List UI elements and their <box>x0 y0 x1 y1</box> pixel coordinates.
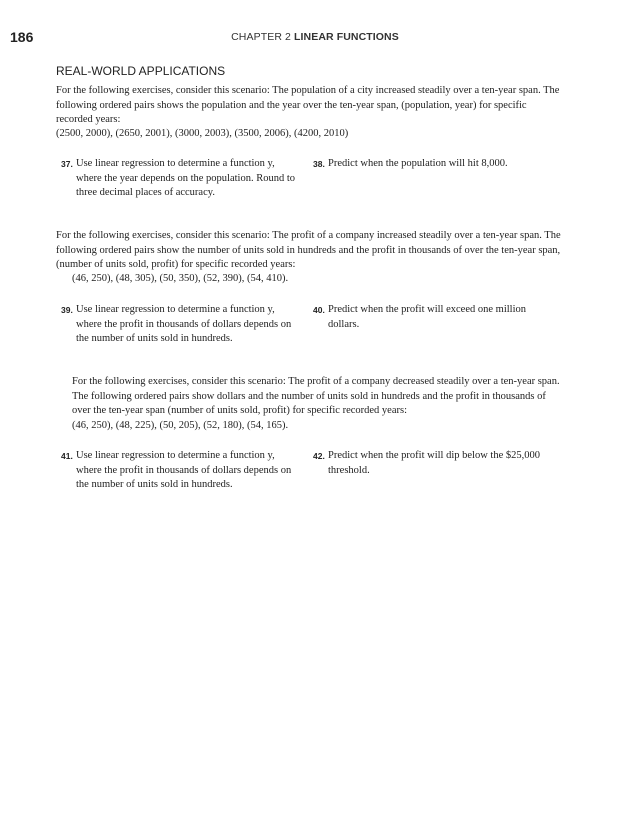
scenario-intro: For the following exercises, consider this scenario: The population of a city increased steadily over a ten-year span. The following ordered pairs shows the population and the year over the ten-year span, (population, year) for specific recorded years: <box>56 85 560 125</box>
exercise-number: 41. <box>61 451 73 461</box>
exercise-text: Use linear regression to determine a function y, where the year depends on the population. Round to three decimal places of accuracy. <box>76 158 295 198</box>
exercise-number: 37. <box>61 159 73 169</box>
chapter-title: LINEAR FUNCTIONS <box>294 31 399 43</box>
scenario-intro: For the following exercises, consider this scenario: The profit of a company decreased steadily over a ten-year span. The following ordered pairs show dollars and the number of units sold in hundreds and the profit in thousands of over the ten-year span (number of units sold, profit) for specific recorded years: <box>72 376 560 416</box>
ordered-pairs: (46, 250), (48, 305), (50, 350), (52, 390), (54, 410). <box>72 273 289 284</box>
exercise-text: Predict when the profit will dip below the $25,000 threshold. <box>328 450 541 476</box>
exercise-item <box>313 303 553 332</box>
exercise-text: Use linear regression to determine a function y, where the profit in thousands of dollars depends on the number of units sold in hundreds. <box>76 450 292 490</box>
exercise-text: Predict when the profit will exceed one million dollars. <box>328 304 526 330</box>
exercise-item <box>61 157 301 201</box>
exercise-text: Use linear regression to determine a function y, where the profit in thousands of dollars depends on the number of units sold in hundreds. <box>76 304 292 344</box>
scenario-intro: For the following exercises, consider this scenario: The profit of a company increased steadily over a ten-year span. The following ordered pairs show the number of units sold in hundreds and the profit in thousands of over the ten-year span, (number of units sold, profit) for specific recorded years: <box>56 230 561 270</box>
ordered-pairs: (2500, 2000), (2650, 2001), (3000, 2003), (3500, 2006), (4200, 2010) <box>56 128 349 139</box>
exercise-item <box>61 303 301 347</box>
exercise-text: Predict when the population will hit 8,000. <box>328 158 508 169</box>
exercise-item <box>313 449 553 478</box>
page-number: 186 <box>10 29 34 45</box>
exercise-item <box>313 157 563 172</box>
chapter-label: CHAPTER 2 <box>231 31 291 43</box>
exercise-number: 38. <box>313 159 325 169</box>
exercise-number: 40. <box>313 305 325 315</box>
exercise-item <box>61 449 301 493</box>
exercise-number: 39. <box>61 305 73 315</box>
exercise-number: 42. <box>313 451 325 461</box>
ordered-pairs: (46, 250), (48, 225), (50, 205), (52, 180), (54, 165). <box>72 420 289 431</box>
section-heading: REAL-WORLD APPLICATIONS <box>56 64 226 78</box>
running-header <box>0 31 630 43</box>
